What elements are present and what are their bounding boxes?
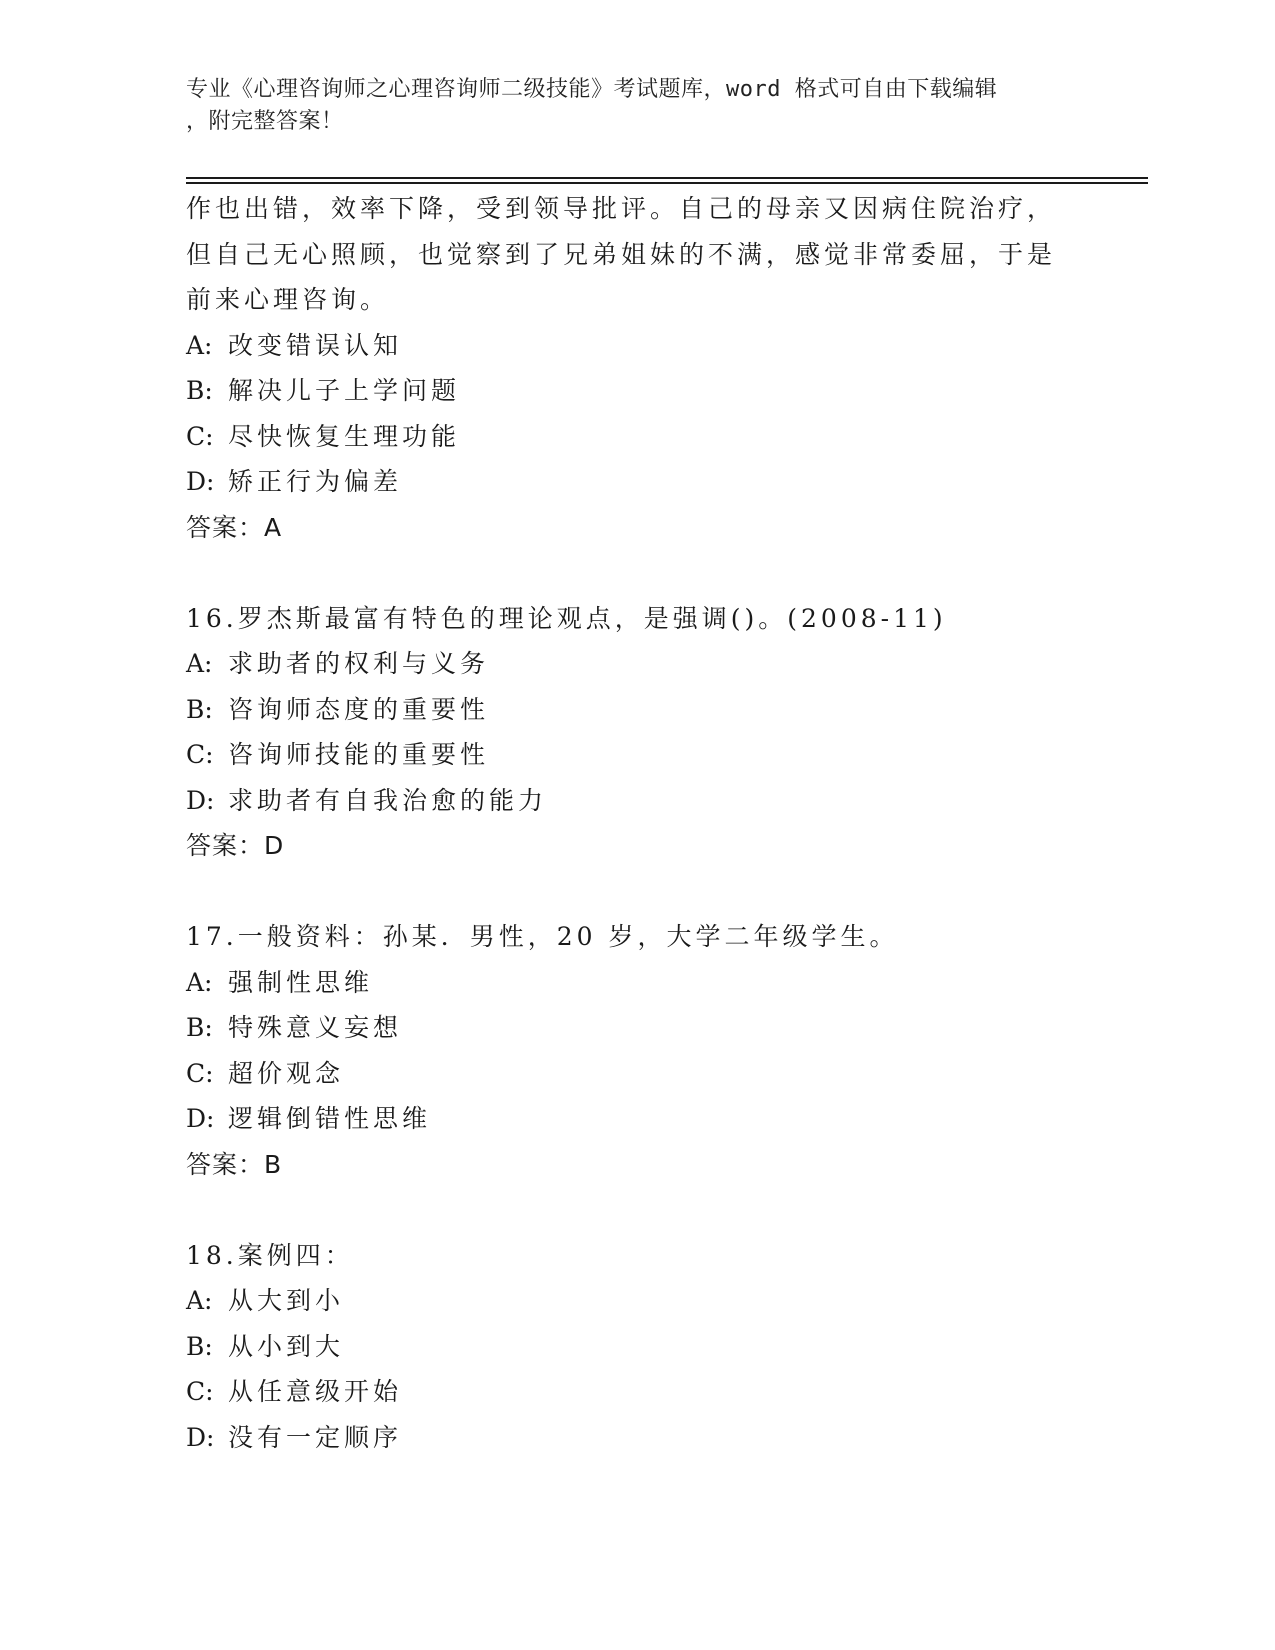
header-rule-bottom <box>186 182 1148 184</box>
question-text-line: 前来心理咨询。 <box>186 285 390 314</box>
spacer <box>186 1187 1086 1233</box>
question-content <box>186 186 1086 1460</box>
option-d <box>186 1096 1086 1142</box>
option-text: 改变错误认知 <box>228 330 403 360</box>
answer-label: 答案：B <box>186 1149 283 1179</box>
option-d <box>186 1415 1086 1461</box>
option-c <box>186 414 1086 460</box>
option-text: 从任意级开始 <box>228 1377 403 1406</box>
option-a <box>186 641 1086 687</box>
answer-label: 答案：D <box>186 831 285 860</box>
option-text: 尽快恢复生理功能 <box>228 421 461 451</box>
question-16 <box>186 596 1086 869</box>
header-note-line-2: ，附完整答案！ <box>186 109 344 134</box>
question-title: 17.一般资料：孙某．男性，20 岁，大学二年级学生。 <box>186 922 899 951</box>
option-text: 逻辑倒错性思维 <box>228 1104 432 1133</box>
option-letter: B: <box>186 376 213 405</box>
option-text: 矫正行为偏差 <box>228 467 403 496</box>
question-title: 16.罗杰斯最富有特色的理论观点，是强调()。(2008-11) <box>186 603 947 633</box>
option-a <box>186 323 1086 369</box>
option-text: 没有一定顺序 <box>228 1422 403 1452</box>
option-text: 从大到小 <box>228 1286 345 1315</box>
option-letter: A: <box>186 330 213 360</box>
option-d <box>186 778 1086 824</box>
option-letter: C: <box>186 1377 214 1406</box>
option-b <box>186 1324 1086 1370</box>
option-letter: A: <box>186 649 213 678</box>
option-letter: D: <box>186 467 215 496</box>
question-18 <box>186 1233 1086 1461</box>
option-c <box>186 1369 1086 1415</box>
spacer <box>186 869 1086 915</box>
option-letter: C: <box>186 1058 214 1088</box>
option-text: 咨询师态度的重要性 <box>228 694 490 724</box>
spacer <box>186 550 1086 596</box>
option-letter: B: <box>186 1013 213 1042</box>
option-text: 超价观念 <box>228 1058 345 1088</box>
option-c <box>186 732 1086 778</box>
option-letter: A: <box>186 967 213 997</box>
option-a <box>186 1278 1086 1324</box>
answer-label: 答案：A <box>186 512 283 542</box>
question-text-line: 但自己无心照顾，也觉察到了兄弟姐妹的不满，感觉非常委屈，于是 <box>186 239 1057 269</box>
option-letter: D: <box>186 785 215 815</box>
option-letter: B: <box>186 694 213 724</box>
option-letter: A: <box>186 1286 213 1315</box>
option-letter: C: <box>186 421 214 451</box>
option-letter: B: <box>186 1331 213 1361</box>
option-letter: D: <box>186 1104 215 1133</box>
option-b <box>186 368 1086 414</box>
question-text-line: 作也出错，效率下降，受到领导批评。自己的母亲又因病住院治疗， <box>186 194 1057 223</box>
header-note-line-1: 专业《心理咨询师之心理咨询师二级技能》考试题库，word 格式可自由下载编辑 <box>186 77 998 102</box>
option-text: 特殊意义妄想 <box>228 1013 403 1042</box>
option-text: 强制性思维 <box>228 967 374 997</box>
option-b <box>186 687 1086 733</box>
question-15-continued <box>186 186 1086 550</box>
option-d <box>186 459 1086 505</box>
option-a <box>186 960 1086 1006</box>
question-17 <box>186 914 1086 1187</box>
option-text: 求助者有自我治愈的能力 <box>228 785 548 815</box>
option-text: 咨询师技能的重要性 <box>228 740 490 769</box>
header-rule-top <box>186 177 1148 179</box>
option-letter: C: <box>186 740 214 769</box>
option-c <box>186 1051 1086 1097</box>
header-note <box>186 74 1066 138</box>
option-text: 解决儿子上学问题 <box>228 376 461 405</box>
option-text: 求助者的权利与义务 <box>228 649 490 678</box>
option-letter: D: <box>186 1422 215 1452</box>
option-b <box>186 1005 1086 1051</box>
question-title: 18.案例四： <box>186 1240 354 1270</box>
option-text: 从小到大 <box>228 1331 345 1361</box>
